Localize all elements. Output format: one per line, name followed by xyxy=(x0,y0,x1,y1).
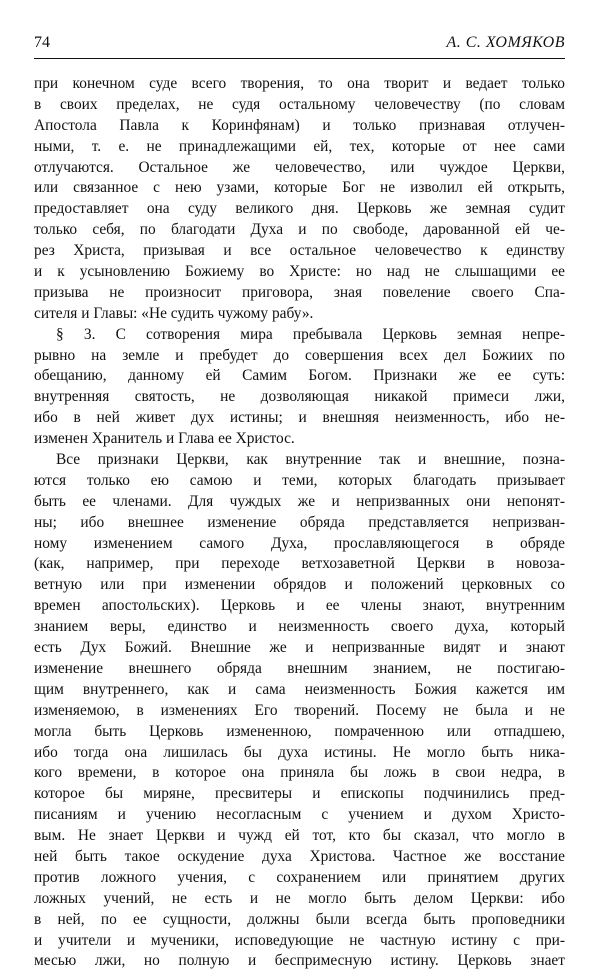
text-line: при конечном суде всего творения, то она творит и ведает только xyxy=(34,75,565,92)
text-line: в ней, по ее сущности, должны были всегда быть проповедники xyxy=(34,910,565,928)
text-line: Все признаки Церкви, как внутренние так и внешние, позна- xyxy=(56,451,565,469)
text-line: изменение внешнего обряда внешним знанием, не постигаю- xyxy=(34,659,565,677)
text-line: могла быть Церковь измененною, помраченною или отпадшею, xyxy=(34,722,565,740)
text-line: (как, например, при переходе ветхозаветной Церкви в новозa- xyxy=(34,555,565,573)
text-line: § 3. С сотворения мира пребывала Церковь земная непре- xyxy=(56,325,565,343)
text-line: изменен Хранитель и Глава ее Христос. xyxy=(34,430,295,448)
text-line: против ложного учения, с сохранением или принятием других xyxy=(34,868,565,886)
running-header xyxy=(34,34,565,56)
text-line: быть ее членами. Для чуждых же и непризванных они непонят- xyxy=(34,492,565,510)
text-line: ветную или при изменении обрядов и положений церковных со xyxy=(34,576,565,594)
body-text xyxy=(34,74,565,972)
text-line: или связанное с нею узами, которые Бог не изволил ей открыть, xyxy=(34,179,565,197)
running-title-author: А. С. ХОМЯКОВ xyxy=(446,34,565,51)
text-line: изменяемою, в изменениях Его творений. Посему не была и не xyxy=(34,701,565,719)
text-line: Апостола Павла к Коринфянам) и только признавая отлучен- xyxy=(34,116,565,134)
text-line: знанием веры, единство и неизменность своего духа, который xyxy=(34,618,565,636)
text-line: ются только ею самою и теми, которых благодать призывает xyxy=(34,471,565,489)
text-line: кого времени, в которое она приняла бы ложь в свои недра, в xyxy=(34,764,565,782)
text-line: только себя, по благодати Духа и по свободе, дарованной ей че- xyxy=(34,221,565,239)
text-line: отлучаются. Остальное же человечество, или чуждое Церкви, xyxy=(34,158,565,176)
text-line: сителя и Главы: «Не судить чужому рабу». xyxy=(34,304,314,322)
text-line: времен апостольских). Церковь и ее члены знают, внутренним xyxy=(34,597,565,615)
text-line: ложных учений, не есть и не могло быть делом Церкви: ибо xyxy=(34,889,565,907)
text-line: рывно на земле и пребудет до совершения всех дел Божиих по xyxy=(34,346,565,364)
page xyxy=(34,34,565,56)
text-line: ней быть такое оскудение духа Христова. Частное же восстание xyxy=(34,847,565,865)
paragraph-1 xyxy=(34,74,565,325)
paragraph-2 xyxy=(34,325,565,450)
text-line: и учители и мученики, исповедующие не частную истину с при- xyxy=(34,931,565,949)
text-line: и к усыновлению Божиему во Христе: но над не слышащими ее xyxy=(34,263,565,281)
text-line: месью лжи, но полную и беспримесную истину. Церковь знает xyxy=(34,952,565,970)
text-line: внутренняя святость, не дозволяющая никакой примеси лжи, xyxy=(34,388,565,406)
text-line: которое бы миряне, пресвитеры и епископы подчинились пред- xyxy=(34,785,565,803)
text-line: ны; ибо внешнее изменение обряда представляется непризван- xyxy=(34,513,565,531)
text-line: призыва не произносит приговора, зная повеление своего Спа- xyxy=(34,283,565,301)
text-line: ному изменением самого Духа, прославляющегося в обряде xyxy=(34,534,565,552)
text-line: ибо в ней живет дух истины; и внешняя неизменность, ибо не- xyxy=(34,409,565,427)
text-line: щим внутреннего, как и сама неизменность Божия кажется им xyxy=(34,680,565,698)
header-rule xyxy=(34,58,565,59)
page-number: 74 xyxy=(34,34,50,51)
text-line: в своих пределах, не судя остальному человечеству (по словам xyxy=(34,95,565,113)
text-line: предоставляет она суду великого дня. Церковь же земная судит xyxy=(34,200,565,218)
paragraph-3 xyxy=(34,450,565,972)
text-line: вым. Не знает Церкви и чужд ей тот, кто бы сказал, что могло в xyxy=(34,827,565,845)
text-line: ибо тогда она лишилась бы духа истины. Не могло быть ника- xyxy=(34,743,565,761)
text-line: ными, т. е. не принадлежащими ей, тех, которые от нее сами xyxy=(34,137,565,155)
text-line: обещанию, данному ей Самим Богом. Признаки же ее суть: xyxy=(34,367,565,385)
text-line: рез Христа, призывая и все остальное человечество к единству xyxy=(34,242,565,260)
text-line: писаниям и учению несогласным с учением и духом Христо- xyxy=(34,806,565,824)
text-line: есть Дух Божий. Внешние же и непризванные видят и знают xyxy=(34,639,565,657)
